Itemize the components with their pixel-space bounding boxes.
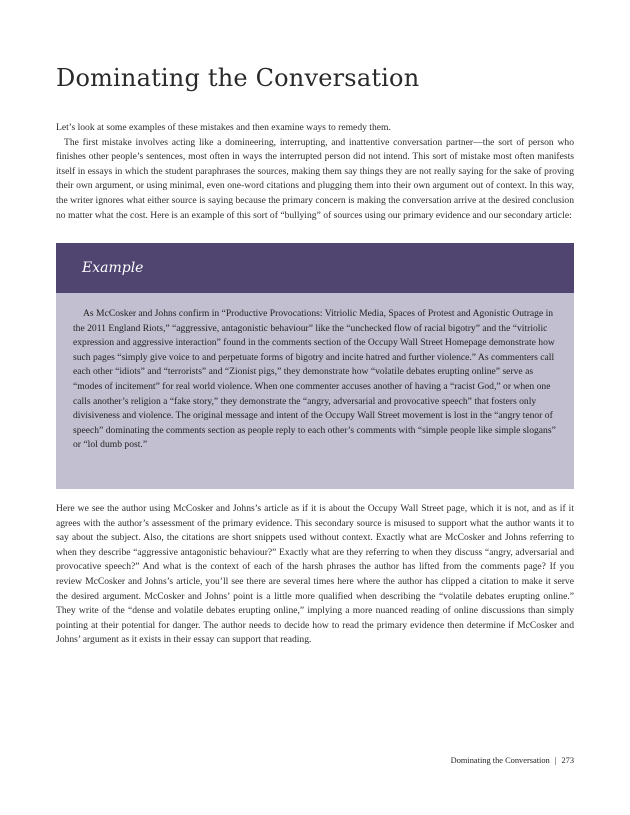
page-number: 273 <box>561 756 574 765</box>
example-body <box>56 293 574 453</box>
analysis-paragraph: Here we see the author using McCosker and Johns’s article as if it is about the Occupy Wall Street page, which it is not, and as if it agrees with the author’s assessment of the primary evidence. This secondary source is misused to support what the author wants it to say about the subject. Also, the citations are short snippets used without context. Exactly what are McCosker and Johns referring to when they describe “aggressive antagonistic behaviour?” Exactly what are they referring to when they discuss “angry, adversarial and provocative speech?” And what is the context of each of the harsh phrases the author has lifted from the comments page? If you review McCosker and Johns’s article, you’ll see there are several times here where the author has clipped a citation to make it serve the desired argument. McCosker and Johns’ point is a little more qualified when describing the “volatile debates erupting online.” They write of the “dense and volatile debates erupting online,” implying a more nuanced reading of online discussions than simply pointing at their potential for danger. The author needs to decide how to read the primary evidence then determine if McCosker and Johns’ argument as it exists in their essay can support that reading. <box>56 503 574 646</box>
example-text: As McCosker and Johns confirm in “Productive Provocations: Vitriolic Media, Spaces of Protest and Agonistic Outrage in the 2011 England Riots,” “aggressive, antagonistic behaviour” like the “unchecked flow of racial bigotry” and the “vitriolic expression and aggressive interaction” found in the comments section of the Occupy Wall Street Homepage demonstrate how such pages “simply give voice to and perpetuate forms of bigotry and incite hatred and further violence.” As commenters call each other “idiots” and “terrorists” and “Zionist pigs,” they demonstrate how “volatile debates erupting online” serve as “modes of incitement” for real world violence. When one commenter accuses another of having a “racist God,” or when one calls another’s religion a “fake story,” they demonstrate the “angry, adversarial and provocative speech” that fosters only divisiveness and violence. The original message and intent of the Occupy Wall Street movement is lost in the “angry tenor of speech” dominating the comments section as people reply to each other’s comments with “simple people like simple slogans” or “lol dumb post.” <box>73 308 556 451</box>
footer-separator: | <box>554 756 557 765</box>
intro-lead: Let’s look at some examples of these mistakes and then examine ways to remedy them. <box>56 122 391 133</box>
intro-section <box>56 121 574 223</box>
example-box <box>56 243 574 489</box>
page-title: Dominating the Conversation <box>56 64 420 92</box>
running-head: Dominating the Conversation <box>450 756 550 765</box>
example-header <box>56 243 574 293</box>
analysis-section <box>56 502 574 648</box>
page-footer <box>451 756 574 765</box>
intro-paragraph: The first mistake involves acting like a domineering, interrupting, and inattentive conversation partner—the sort of person who finishes other people’s sentences, most often in ways the interrupted person did not intend. This sort of mistake most often manifests itself in essays in which the student paraphrases the sources, making them say things they are not really saying for the sake of proving their own argument, or using minimal, even one-word citations and plugging them into their own argument out of context. In this way, the writer ignores what either source is saying because the primary concern is making the conversation arrive at the desired conclusion no matter what the cost. Here is an example of this sort of “bullying” of sources using our primary evidence and our secondary article: <box>56 136 574 221</box>
example-label: Example <box>82 260 144 276</box>
